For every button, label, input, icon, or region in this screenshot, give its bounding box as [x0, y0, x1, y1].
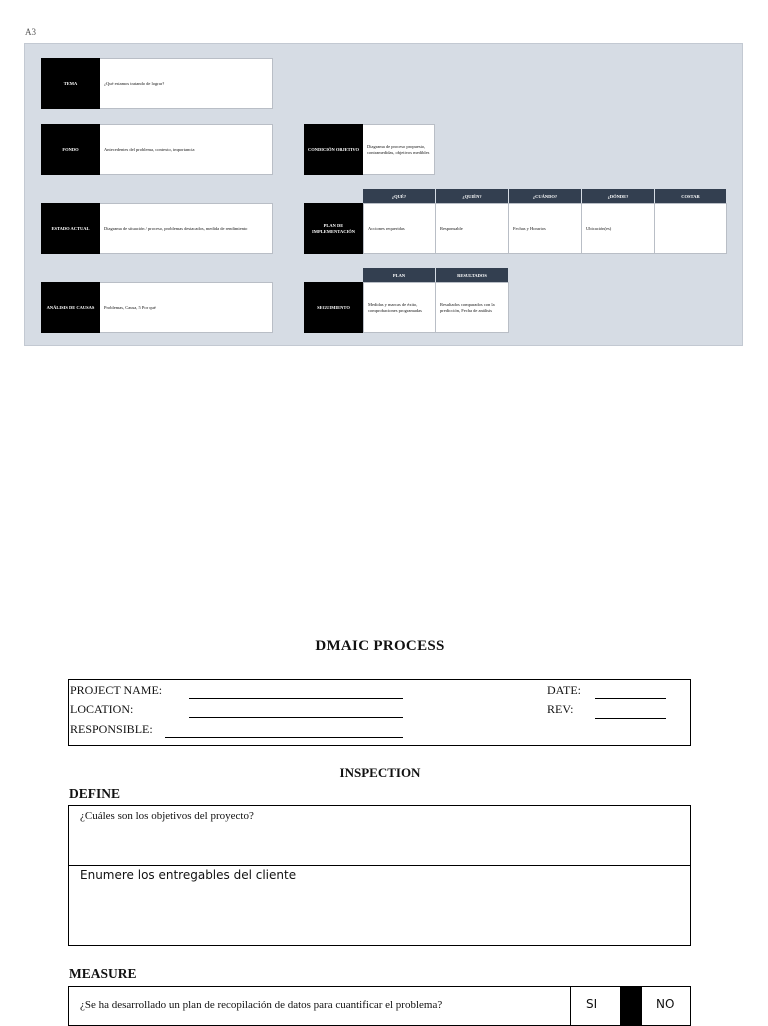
- a3-fondo-row: [41, 124, 273, 175]
- a3-plan-header-quien: ¿QUIÉN?: [436, 189, 509, 203]
- measure-no-option[interactable]: NO: [656, 997, 675, 1011]
- responsible-label: RESPONSIBLE:: [70, 722, 153, 736]
- a3-analisis-label: ANÁLISIS DE CAUSAS: [41, 282, 100, 333]
- measure-yes-option[interactable]: SI: [586, 997, 598, 1011]
- form-title: DMAIC PROCESS: [315, 638, 445, 654]
- measure-divider: [570, 987, 571, 1025]
- a3-condicion-row: [304, 124, 435, 175]
- a3-seguimiento-label: SEGUIMIENTO: [304, 282, 363, 333]
- inspection-title: INSPECTION: [339, 765, 421, 780]
- a3-plan-label: PLAN DE IMPLEMENTACIÓN: [304, 203, 363, 254]
- a3-tema-label: TEMA: [41, 58, 100, 109]
- a3-estado-row: [41, 203, 273, 254]
- a3-tema-row: [41, 58, 273, 109]
- rev-field[interactable]: [595, 718, 666, 719]
- date-label: DATE:: [547, 683, 581, 697]
- a3-plan-cell-cuando[interactable]: Fechas y Horarios: [508, 203, 582, 254]
- a3-seguimiento-header-resultados: RESULTADOS: [436, 268, 509, 282]
- a3-plan-cell-donde[interactable]: Ubicación(es): [581, 203, 655, 254]
- a3-panel: [24, 43, 743, 346]
- a3-seguimiento-header-plan: PLAN: [363, 268, 436, 282]
- date-field[interactable]: [595, 698, 666, 699]
- a3-plan-row: [304, 203, 363, 254]
- a3-estado-text[interactable]: Diagrama de situación / proceso, problemas destacados, medida de rendimiento: [100, 203, 273, 254]
- a3-analisis-row: [41, 282, 273, 333]
- a3-condicion-text[interactable]: Diagrama de proceso propuesto, contramedidas, objetivos medibles: [363, 124, 435, 175]
- a3-tema-text[interactable]: ¿Qué estamos tratando de lograr?: [100, 58, 273, 109]
- a3-estado-label: ESTADO ACTUAL: [41, 203, 100, 254]
- a3-seguimiento-cell-resultados[interactable]: Resultados comparados con la predicción, Fecha de análisis: [435, 282, 509, 333]
- a3-plan-cell-quien[interactable]: Responsable: [435, 203, 509, 254]
- measure-question-data-plan: ¿Se ha desarrollado un plan de recopilación de datos para cuantificar el problema?: [80, 999, 443, 1011]
- rev-label: REV:: [547, 702, 574, 716]
- a3-seguimiento-row: [304, 282, 363, 333]
- define-title: DEFINE: [69, 786, 121, 801]
- measure-title: MEASURE: [69, 966, 137, 981]
- a3-condicion-label: CONDICIÓN OBJETIVO: [304, 124, 363, 175]
- a3-seguimiento-cell-plan[interactable]: Medidas y marcas de éxito, comprobaciones programadas: [363, 282, 436, 333]
- define-box: [68, 805, 691, 946]
- location-field[interactable]: [189, 717, 403, 718]
- location-label: LOCATION:: [70, 702, 134, 716]
- define-divider: [69, 865, 690, 866]
- a3-plan-cell-que[interactable]: Acciones requeridas: [363, 203, 436, 254]
- a3-tag: A3: [25, 27, 36, 37]
- a3-plan-header-donde: ¿DÓNDE?: [582, 189, 655, 203]
- define-question-objectives[interactable]: ¿Cuáles son los objetivos del proyecto?: [80, 810, 254, 822]
- a3-plan-header-costar: COSTAR: [655, 189, 727, 203]
- a3-analisis-text[interactable]: Problemas, Causa, 5 Por qué: [100, 282, 273, 333]
- a3-plan-cell-costar[interactable]: [654, 203, 727, 254]
- a3-plan-header-cuando: ¿CUÁNDO?: [509, 189, 582, 203]
- measure-black-cell: [620, 987, 642, 1025]
- measure-box: [68, 986, 691, 1026]
- a3-fondo-label: FONDO: [41, 124, 100, 175]
- project-name-field[interactable]: [189, 698, 403, 699]
- project-info-box: [68, 679, 691, 746]
- a3-fondo-text[interactable]: Antecedentes del problema, contexto, importancia: [100, 124, 273, 175]
- project-name-label: PROJECT NAME:: [70, 683, 163, 697]
- define-question-deliverables[interactable]: Enumere los entregables del cliente: [80, 868, 297, 882]
- a3-plan-header-que: ¿QUÉ?: [363, 189, 436, 203]
- responsible-field[interactable]: [165, 737, 403, 738]
